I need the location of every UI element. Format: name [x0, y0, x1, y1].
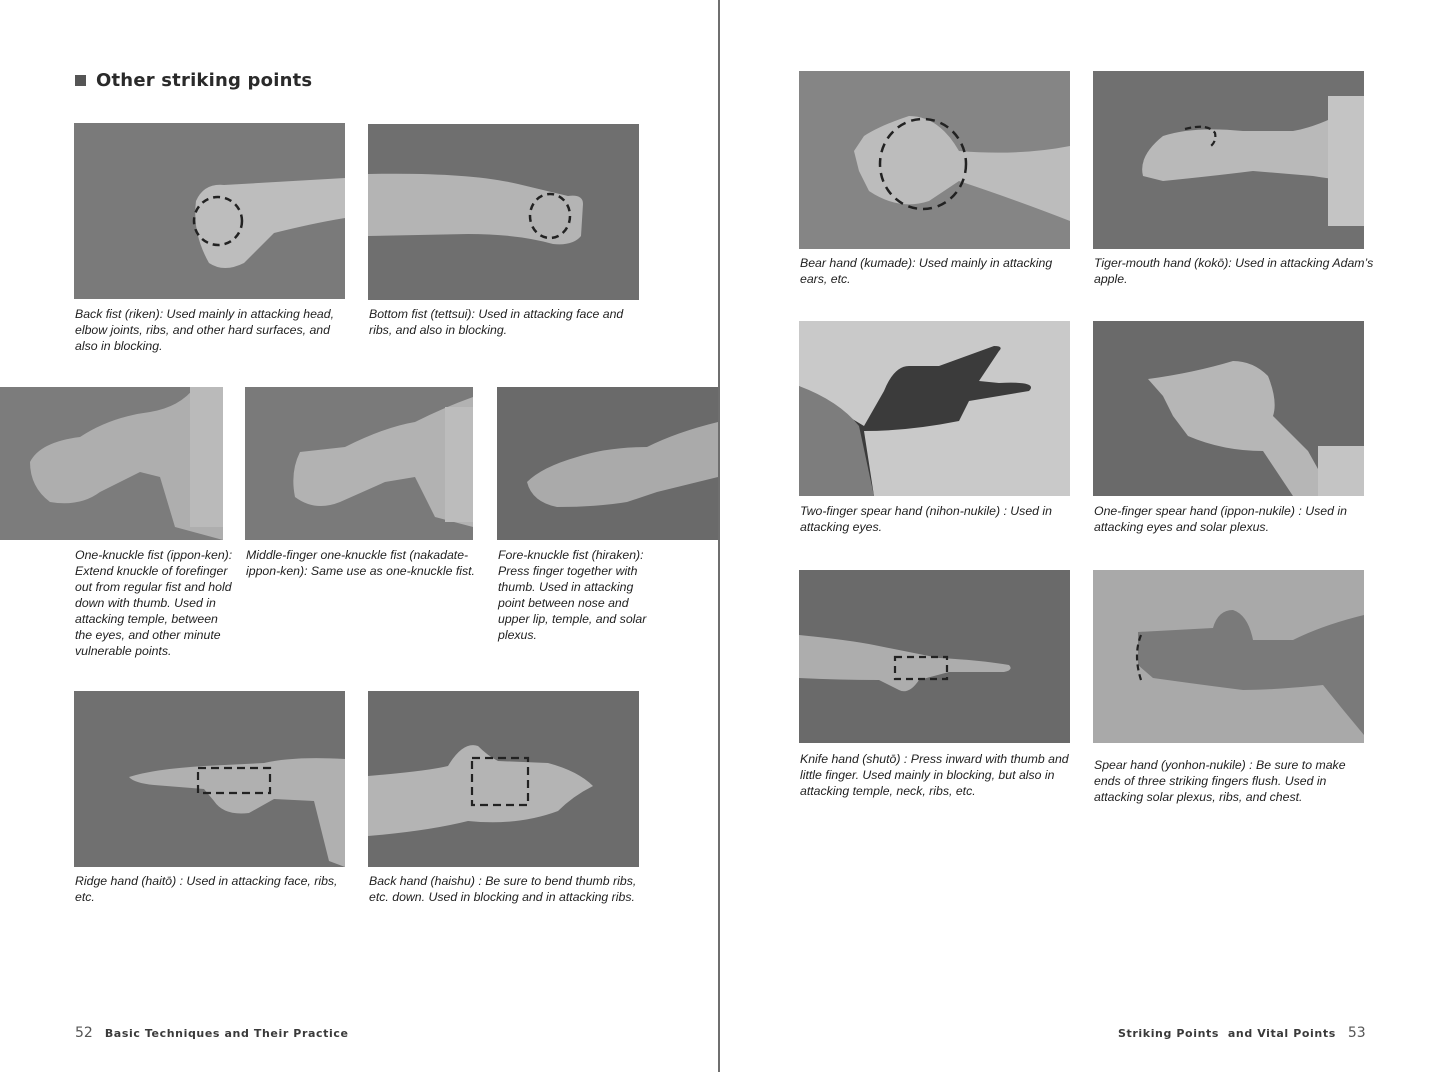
- caption-tiger-mouth-hand: Tiger-mouth hand (kokō): Used in attacking Adam’s apple.: [1094, 256, 1374, 286]
- caption-knife-hand: Knife hand (shutō) : Press inward with thumb and little finger. Used mainly in blocking, but also in attacking temple, neck, ribs, etc.: [800, 752, 1069, 798]
- caption-back-fist: Back fist (riken): Used mainly in attacking head, elbow joints, ribs, and other hard surfaces, and also in blocking.: [75, 307, 335, 353]
- page-gutter-divider: [718, 0, 720, 1072]
- section-heading: [75, 70, 312, 91]
- photo-one-finger-spear-hand: [1093, 321, 1364, 496]
- photo-back-fist: [74, 123, 345, 299]
- left-page-footer: [75, 1025, 349, 1041]
- caption-bear-hand: Bear hand (kumade): Used mainly in attacking ears, etc.: [800, 256, 1053, 286]
- caption-ridge-hand: Ridge hand (haitō) : Used in attacking face, ribs, etc.: [75, 874, 338, 904]
- photo-bear-hand: [799, 71, 1070, 249]
- caption-one-finger-spear-hand: One-finger spear hand (ippon-nukile) : Used in attacking eyes and solar plexus.: [1094, 504, 1347, 534]
- running-head: Striking Points and Vital Points: [1118, 1027, 1336, 1040]
- caption-fore-knuckle-fist: Fore-knuckle fist (hiraken): Press finger together with thumb. Used in attacking point between nose and upper lip, temple, and solar plexus.: [498, 548, 647, 642]
- right-page-footer: [1118, 1025, 1366, 1041]
- photo-tiger-mouth-hand: [1093, 71, 1364, 249]
- photo-middle-finger-one-knuckle-fist: [245, 387, 473, 540]
- photo-two-finger-spear-hand: [799, 321, 1070, 496]
- photo-bottom-fist: [368, 124, 639, 300]
- caption-back-hand: Back hand (haishu) : Be sure to bend thumb ribs, etc. down. Used in blocking and in attacking ribs.: [369, 874, 637, 904]
- photo-back-hand: [368, 691, 639, 867]
- section-title: Other striking points: [96, 70, 313, 91]
- caption-spear-hand: Spear hand (yonhon-nukile) : Be sure to make ends of three striking fingers flush. Used in attacking solar plexus, ribs, and chest.: [1094, 758, 1346, 804]
- photo-ridge-hand: [74, 691, 345, 867]
- page-number: 53: [1347, 1025, 1366, 1041]
- caption-two-finger-spear-hand: Two-finger spear hand (nihon-nukile) : Used in attacking eyes.: [800, 504, 1052, 534]
- caption-one-knuckle-fist: One-knuckle fist (ippon-ken): Extend knuckle of forefinger out from regular fist and hold down with thumb. Used in attacking temple, between the eyes, and other minute vulnerable points.: [75, 548, 233, 658]
- photo-one-knuckle-fist: [0, 387, 223, 540]
- caption-middle-finger-one-knuckle-fist: Middle-finger one-knuckle fist (nakadate-ippon-ken): Same use as one-knuckle fist.: [246, 548, 475, 578]
- page-number: 52: [75, 1025, 93, 1041]
- square-bullet-icon: [75, 75, 86, 86]
- photo-fore-knuckle-fist: [497, 387, 718, 540]
- running-head: Basic Techniques and Their Practice: [104, 1027, 349, 1040]
- caption-bottom-fist: Bottom fist (tettsui): Used in attacking face and ribs, and also in blocking.: [369, 307, 624, 337]
- photo-knife-hand: [799, 570, 1070, 743]
- photo-spear-hand: [1093, 570, 1364, 743]
